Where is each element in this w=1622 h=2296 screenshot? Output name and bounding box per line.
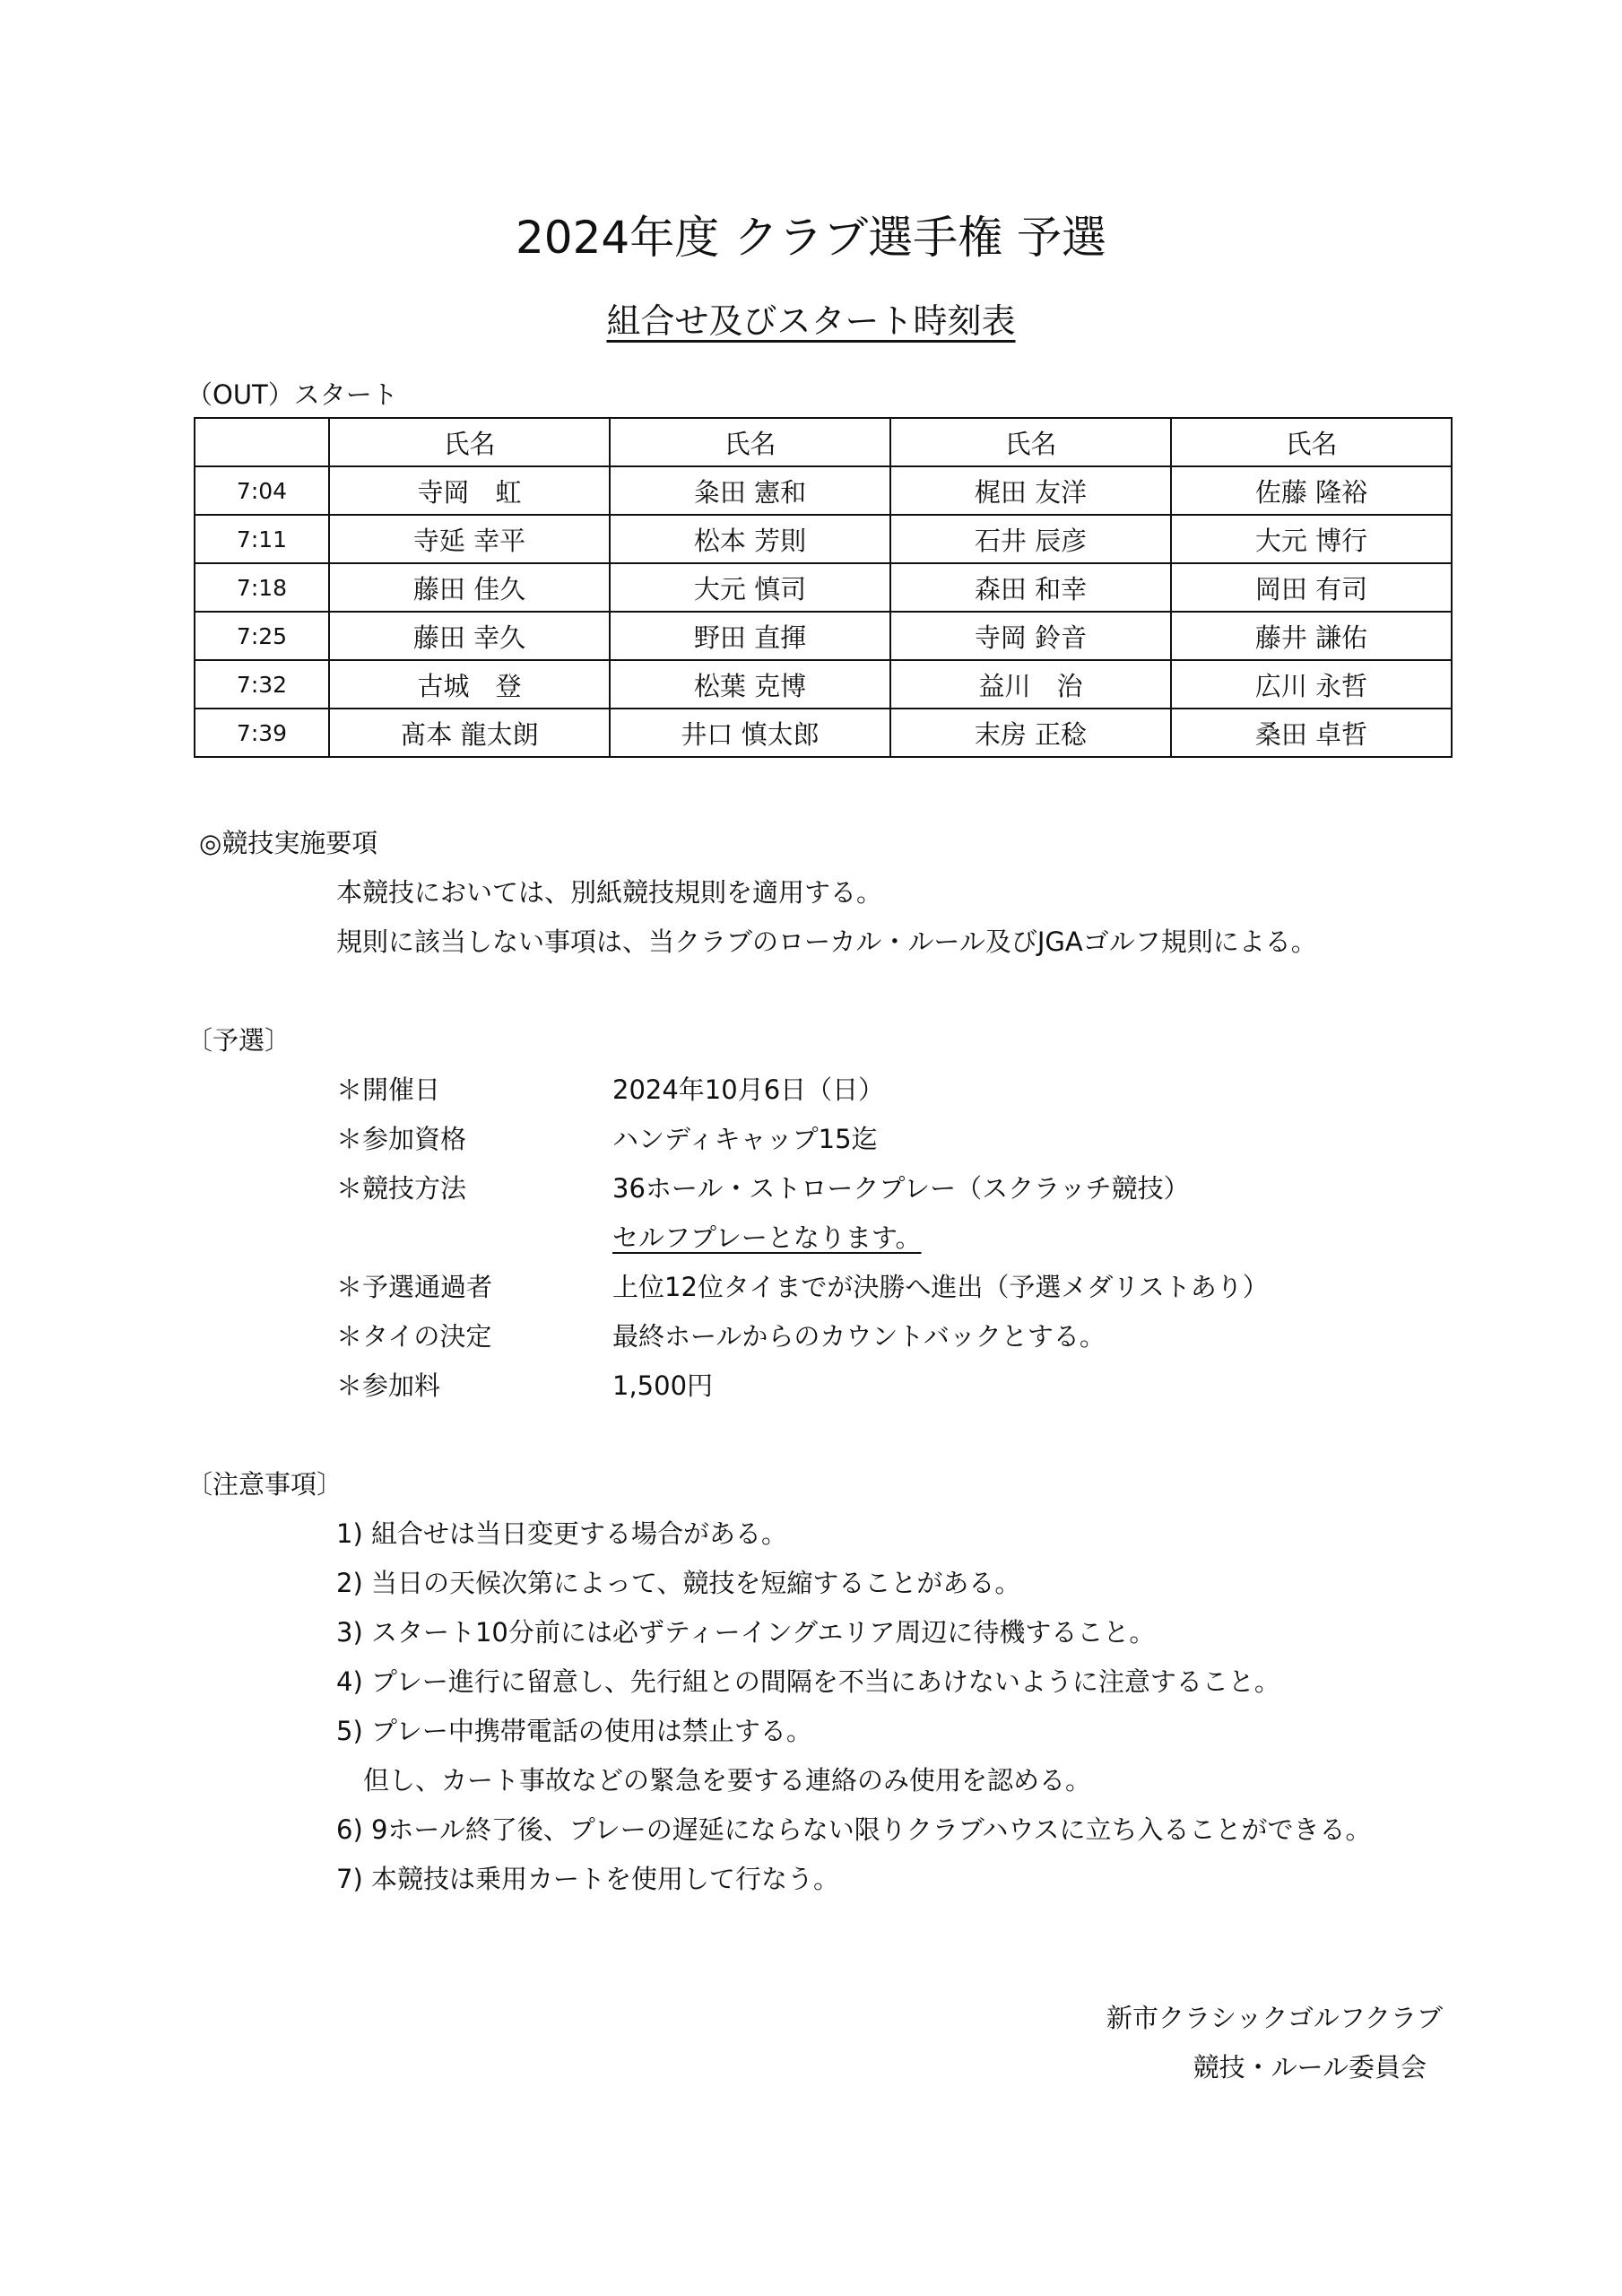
qualifier-item-value: 36ホール・ストロークプレー（スクラッチ競技） <box>612 1173 1190 1204</box>
note-item: 1) 組合せは当日変更する場合がある。 <box>336 1518 787 1549</box>
player-name: 大元 博行 <box>1171 515 1452 563</box>
subtitle-text: 組合せ及びスタート時刻表 <box>606 301 1016 341</box>
player-name: 広川 永哲 <box>1171 660 1452 709</box>
player-name: 藤井 謙佑 <box>1171 612 1452 660</box>
table-row <box>195 515 1452 563</box>
notes-heading: 〔注意事項〕 <box>186 1469 343 1500</box>
player-name: 松本 芳則 <box>610 515 890 563</box>
table-row <box>195 466 1452 515</box>
club-name: 新市クラシックゴルフクラブ <box>1106 2003 1443 2033</box>
qualifier-item-label: ＊競技方法 <box>336 1173 467 1204</box>
player-name: 松葉 克博 <box>610 660 890 709</box>
player-name: 藤田 佳久 <box>329 563 610 612</box>
start-time: 7:11 <box>195 515 329 563</box>
qualifier-item-value: ハンディキャップ15迄 <box>612 1124 878 1154</box>
header-cell-time <box>195 418 329 466</box>
committee-name: 競技・ルール委員会 <box>1193 2052 1427 2083</box>
table-row <box>195 660 1452 709</box>
player-name: 石井 辰彦 <box>890 515 1171 563</box>
qualifier-heading: 〔予選〕 <box>186 1025 291 1056</box>
page-subtitle <box>0 293 1622 343</box>
player-name: 桑田 卓哲 <box>1171 709 1452 757</box>
player-name: 益川 治 <box>890 660 1171 709</box>
qualifier-item-value: 1,500円 <box>612 1370 714 1401</box>
start-time-table <box>194 417 1453 758</box>
qualifier-item-value: 2024年10月6日（日） <box>612 1074 885 1105</box>
qualifier-item-value: 最終ホールからのカウントバックとする。 <box>612 1321 1106 1352</box>
start-time: 7:39 <box>195 709 329 757</box>
start-time: 7:18 <box>195 563 329 612</box>
player-name: 岡田 有司 <box>1171 563 1452 612</box>
table-row <box>195 563 1452 612</box>
player-name: 髙本 龍太朗 <box>329 709 610 757</box>
player-name: 古城 登 <box>329 660 610 709</box>
guideline-line: 規則に該当しない事項は、当クラブのローカル・ルール及びJGAゴルフ規則による。 <box>336 926 1317 957</box>
note-item: 3) スタート10分前には必ずティーイングエリア周辺に待機すること。 <box>336 1617 1156 1648</box>
header-cell-name: 氏名 <box>1171 418 1452 466</box>
player-name: 佐藤 隆裕 <box>1171 466 1452 515</box>
qualifier-self-play-note: セルフプレーとなります。 <box>612 1222 922 1253</box>
table-row <box>195 612 1452 660</box>
guideline-line: 本競技においては、別紙競技規則を適用する。 <box>336 877 883 908</box>
out-start-label: （OUT）スタート <box>186 379 398 410</box>
player-name: 大元 慎司 <box>610 563 890 612</box>
header-cell-name: 氏名 <box>610 418 890 466</box>
player-name: 寺岡 虹 <box>329 466 610 515</box>
table-header-row <box>195 418 1452 466</box>
note-item: 6) 9ホール終了後、プレーの遅延にならない限りクラブハウスに立ち入ることができる。 <box>336 1814 1372 1845</box>
note-item: 5) プレー中携帯電話の使用は禁止する。 <box>336 1716 812 1746</box>
player-name: 井口 慎太郎 <box>610 709 890 757</box>
qualifier-item-label: ＊予選通過者 <box>336 1272 493 1302</box>
player-name: 藤田 幸久 <box>329 612 610 660</box>
header-cell-name: 氏名 <box>890 418 1171 466</box>
player-name: 粂田 憲和 <box>610 466 890 515</box>
player-name: 寺岡 鈴音 <box>890 612 1171 660</box>
qualifier-item-label: ＊タイの決定 <box>336 1321 492 1352</box>
start-time: 7:25 <box>195 612 329 660</box>
guidelines-heading: ◎競技実施要項 <box>199 828 378 858</box>
note-item-continuation: 但し、カート事故などの緊急を要する連絡のみ使用を認める。 <box>363 1765 1092 1796</box>
qualifier-item-label: ＊開催日 <box>336 1074 441 1105</box>
note-item: 2) 当日の天候次第によって、競技を短縮することがある。 <box>336 1568 1021 1598</box>
note-item: 7) 本競技は乗用カートを使用して行なう。 <box>336 1864 839 1894</box>
note-item: 4) プレー進行に留意し、先行組との間隔を不当にあけないように注意すること。 <box>336 1666 1280 1697</box>
player-name: 森田 和幸 <box>890 563 1171 612</box>
qualifier-item-label: ＊参加資格 <box>336 1124 467 1154</box>
player-name: 梶田 友洋 <box>890 466 1171 515</box>
start-time: 7:32 <box>195 660 329 709</box>
qualifier-item-label: ＊参加料 <box>336 1370 441 1401</box>
player-name: 末房 正稔 <box>890 709 1171 757</box>
page-title: 2024年度 クラブ選手権 予選 <box>515 212 1107 264</box>
player-name: 野田 直揮 <box>610 612 890 660</box>
qualifier-item-value: 上位12位タイまでが決勝へ進出（予選メダリストあり） <box>612 1272 1269 1302</box>
player-name: 寺延 幸平 <box>329 515 610 563</box>
start-time: 7:04 <box>195 466 329 515</box>
table-row <box>195 709 1452 757</box>
header-cell-name: 氏名 <box>329 418 610 466</box>
